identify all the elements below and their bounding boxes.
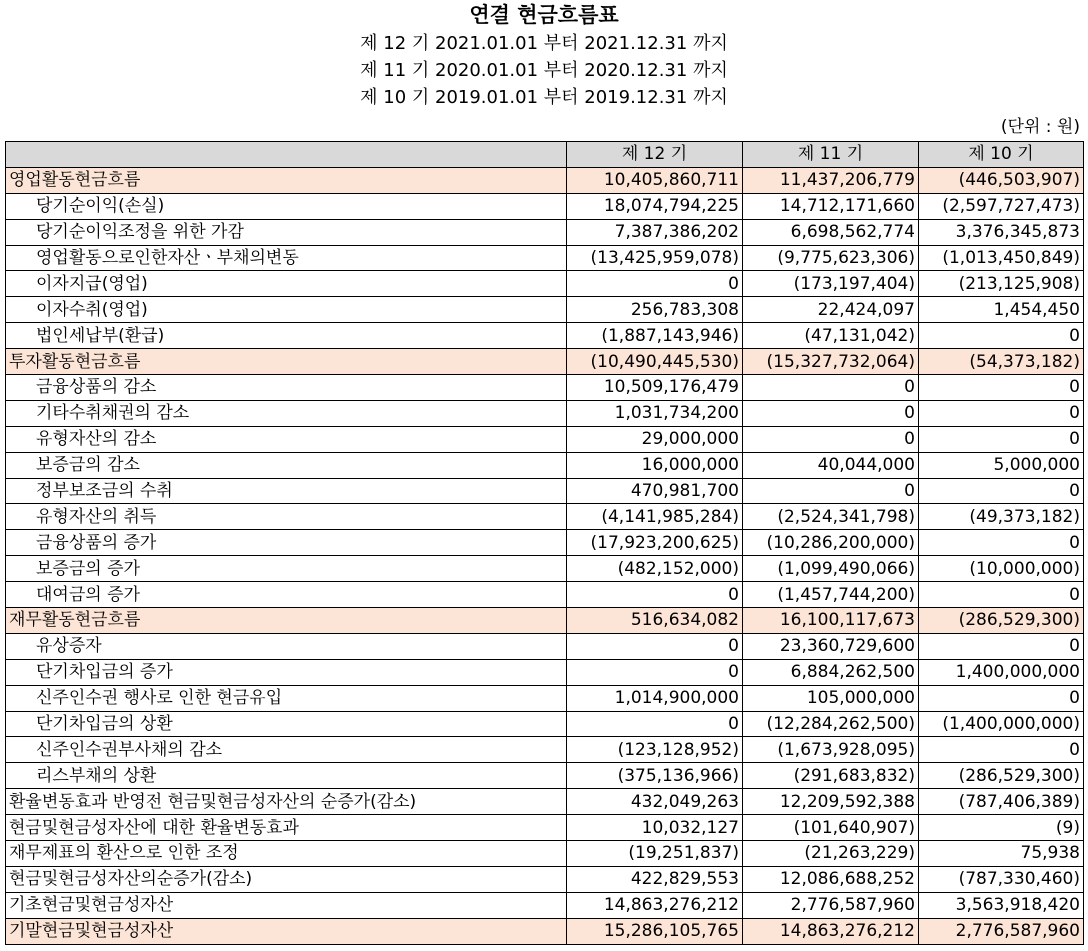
value-period-10: 0 bbox=[919, 737, 1084, 763]
period-line-12: 제 12 기 2021.01.01 부터 2021.12.31 까지 bbox=[360, 33, 728, 54]
table-row bbox=[6, 375, 1084, 401]
value-period-12: 29,000,000 bbox=[567, 426, 743, 452]
table-row bbox=[6, 841, 1084, 867]
row-label: 금융상품의 증가 bbox=[6, 530, 567, 556]
value-period-11: (101,640,907) bbox=[743, 815, 919, 841]
value-period-10: (787,406,389) bbox=[919, 789, 1084, 815]
value-period-10: (286,529,300) bbox=[919, 763, 1084, 789]
table-row bbox=[6, 452, 1084, 478]
row-label: 영업활동으로인한자산ㆍ부채의변동 bbox=[6, 245, 567, 271]
row-label: 보증금의 증가 bbox=[6, 556, 567, 582]
row-label: 현금및현금성자산에 대한 환율변동효과 bbox=[6, 815, 567, 841]
table-row bbox=[6, 633, 1084, 659]
row-label: 신주인수권 행사로 인한 현금유입 bbox=[6, 685, 567, 711]
value-period-10: 0 bbox=[919, 478, 1084, 504]
table-body bbox=[6, 167, 1084, 944]
value-period-11: (1,457,744,200) bbox=[743, 582, 919, 608]
value-period-11: (9,775,623,306) bbox=[743, 245, 919, 271]
value-period-11: 12,209,592,388 bbox=[743, 789, 919, 815]
value-period-11: 0 bbox=[743, 426, 919, 452]
row-label: 정부보조금의 수취 bbox=[6, 478, 567, 504]
value-period-12: 0 bbox=[567, 659, 743, 685]
value-period-12: 14,863,276,212 bbox=[567, 892, 743, 918]
value-period-11: (10,286,200,000) bbox=[743, 530, 919, 556]
value-period-11: (12,284,262,500) bbox=[743, 711, 919, 737]
table-row bbox=[6, 400, 1084, 426]
value-period-12: 10,032,127 bbox=[567, 815, 743, 841]
value-period-12: 470,981,700 bbox=[567, 478, 743, 504]
value-period-12: (482,152,000) bbox=[567, 556, 743, 582]
value-period-12: (10,490,445,530) bbox=[567, 349, 743, 375]
value-period-11: (21,263,229) bbox=[743, 841, 919, 867]
value-period-10: (213,125,908) bbox=[919, 271, 1084, 297]
value-period-12: 1,014,900,000 bbox=[567, 685, 743, 711]
row-label: 신주인수권부사채의 감소 bbox=[6, 737, 567, 763]
value-period-12: 15,286,105,765 bbox=[567, 918, 743, 944]
value-period-10: 2,776,587,960 bbox=[919, 918, 1084, 944]
value-period-10: (9) bbox=[919, 815, 1084, 841]
value-period-12: 256,783,308 bbox=[567, 297, 743, 323]
row-label: 보증금의 감소 bbox=[6, 452, 567, 478]
value-period-11: (15,327,732,064) bbox=[743, 349, 919, 375]
table-row bbox=[6, 763, 1084, 789]
row-label: 금융상품의 감소 bbox=[6, 375, 567, 401]
value-period-12: 16,000,000 bbox=[567, 452, 743, 478]
table-header-row bbox=[6, 142, 1084, 168]
value-period-11: 12,086,688,252 bbox=[743, 866, 919, 892]
table-row bbox=[6, 323, 1084, 349]
value-period-12: 18,074,794,225 bbox=[567, 193, 743, 219]
row-label: 이자수취(영업) bbox=[6, 297, 567, 323]
value-period-11: 6,884,262,500 bbox=[743, 659, 919, 685]
table-row bbox=[6, 659, 1084, 685]
table-row bbox=[6, 245, 1084, 271]
row-label: 현금및현금성자산의순증가(감소) bbox=[6, 866, 567, 892]
value-period-10: 3,563,918,420 bbox=[919, 892, 1084, 918]
table-row bbox=[6, 271, 1084, 297]
value-period-10: 0 bbox=[919, 685, 1084, 711]
value-period-10: 1,400,000,000 bbox=[919, 659, 1084, 685]
table-row bbox=[6, 556, 1084, 582]
row-label: 단기차입금의 증가 bbox=[6, 659, 567, 685]
value-period-12: 432,049,263 bbox=[567, 789, 743, 815]
value-period-10: (787,330,460) bbox=[919, 866, 1084, 892]
value-period-11: (173,197,404) bbox=[743, 271, 919, 297]
table-row bbox=[6, 219, 1084, 245]
value-period-11: (2,524,341,798) bbox=[743, 504, 919, 530]
value-period-10: (10,000,000) bbox=[919, 556, 1084, 582]
value-period-12: 0 bbox=[567, 582, 743, 608]
row-label: 유상증자 bbox=[6, 633, 567, 659]
row-label: 재무활동현금흐름 bbox=[6, 608, 567, 634]
row-label: 당기순이익(손실) bbox=[6, 193, 567, 219]
value-period-12: 0 bbox=[567, 711, 743, 737]
value-period-10: (446,503,907) bbox=[919, 167, 1084, 193]
value-period-10: 0 bbox=[919, 400, 1084, 426]
table-row bbox=[6, 582, 1084, 608]
value-period-12: (1,887,143,946) bbox=[567, 323, 743, 349]
value-period-11: 14,712,171,660 bbox=[743, 193, 919, 219]
value-period-10: 0 bbox=[919, 323, 1084, 349]
value-period-12: 422,829,553 bbox=[567, 866, 743, 892]
value-period-10: 5,000,000 bbox=[919, 452, 1084, 478]
row-label: 유형자산의 취득 bbox=[6, 504, 567, 530]
value-period-10: (1,400,000,000) bbox=[919, 711, 1084, 737]
table-row bbox=[6, 349, 1084, 375]
value-period-10: 3,376,345,873 bbox=[919, 219, 1084, 245]
value-period-11: (291,683,832) bbox=[743, 763, 919, 789]
value-period-10: 0 bbox=[919, 633, 1084, 659]
value-period-10: (54,373,182) bbox=[919, 349, 1084, 375]
table-row bbox=[6, 608, 1084, 634]
table-row bbox=[6, 193, 1084, 219]
table-row bbox=[6, 530, 1084, 556]
value-period-11: 0 bbox=[743, 478, 919, 504]
table-row bbox=[6, 866, 1084, 892]
value-period-10: 0 bbox=[919, 582, 1084, 608]
value-period-10: (1,013,450,849) bbox=[919, 245, 1084, 271]
value-period-12: 516,634,082 bbox=[567, 608, 743, 634]
unit-label: (단위 : 원) bbox=[1000, 117, 1080, 137]
value-period-11: 14,863,276,212 bbox=[743, 918, 919, 944]
table-row bbox=[6, 478, 1084, 504]
value-period-11: 16,100,117,673 bbox=[743, 608, 919, 634]
header-period-10: 제 10 기 bbox=[919, 142, 1084, 168]
value-period-12: (375,136,966) bbox=[567, 763, 743, 789]
report-title: 연결 현금흐름표 bbox=[469, 3, 619, 27]
row-label: 대여금의 증가 bbox=[6, 582, 567, 608]
value-period-10: (286,529,300) bbox=[919, 608, 1084, 634]
value-period-12: (4,141,985,284) bbox=[567, 504, 743, 530]
table-row bbox=[6, 711, 1084, 737]
row-label: 재무제표의 환산으로 인한 조정 bbox=[6, 841, 567, 867]
row-label: 법인세납부(환급) bbox=[6, 323, 567, 349]
value-period-10: 1,454,450 bbox=[919, 297, 1084, 323]
value-period-10: 75,938 bbox=[919, 841, 1084, 867]
table-row bbox=[6, 737, 1084, 763]
row-label: 투자활동현금흐름 bbox=[6, 349, 567, 375]
value-period-11: (1,099,490,066) bbox=[743, 556, 919, 582]
table-row bbox=[6, 504, 1084, 530]
value-period-12: (123,128,952) bbox=[567, 737, 743, 763]
value-period-12: (19,251,837) bbox=[567, 841, 743, 867]
value-period-11: (1,673,928,095) bbox=[743, 737, 919, 763]
row-label: 단기차입금의 상환 bbox=[6, 711, 567, 737]
period-line-11: 제 11 기 2020.01.01 부터 2020.12.31 까지 bbox=[360, 60, 728, 81]
table-row bbox=[6, 426, 1084, 452]
row-label: 유형자산의 감소 bbox=[6, 426, 567, 452]
row-label: 환율변동효과 반영전 현금및현금성자산의 순증가(감소) bbox=[6, 789, 567, 815]
value-period-11: 105,000,000 bbox=[743, 685, 919, 711]
value-period-12: 0 bbox=[567, 271, 743, 297]
value-period-10: 0 bbox=[919, 530, 1084, 556]
value-period-10: 0 bbox=[919, 375, 1084, 401]
table-row bbox=[6, 685, 1084, 711]
value-period-11: 23,360,729,600 bbox=[743, 633, 919, 659]
table-row bbox=[6, 815, 1084, 841]
value-period-10: (49,373,182) bbox=[919, 504, 1084, 530]
value-period-11: 0 bbox=[743, 400, 919, 426]
value-period-10: (2,597,727,473) bbox=[919, 193, 1084, 219]
value-period-11: 0 bbox=[743, 375, 919, 401]
value-period-12: (17,923,200,625) bbox=[567, 530, 743, 556]
value-period-10: 0 bbox=[919, 426, 1084, 452]
value-period-11: (47,131,042) bbox=[743, 323, 919, 349]
header-period-11: 제 11 기 bbox=[743, 142, 919, 168]
value-period-12: 7,387,386,202 bbox=[567, 219, 743, 245]
table-row bbox=[6, 789, 1084, 815]
value-period-11: 22,424,097 bbox=[743, 297, 919, 323]
row-label: 당기순이익조정을 위한 가감 bbox=[6, 219, 567, 245]
period-line-10: 제 10 기 2019.01.01 부터 2019.12.31 까지 bbox=[360, 87, 728, 108]
row-label: 영업활동현금흐름 bbox=[6, 167, 567, 193]
row-label: 기말현금및현금성자산 bbox=[6, 918, 567, 944]
header-period-12: 제 12 기 bbox=[567, 142, 743, 168]
table-row bbox=[6, 167, 1084, 193]
value-period-12: 1,031,734,200 bbox=[567, 400, 743, 426]
value-period-11: 11,437,206,779 bbox=[743, 167, 919, 193]
table-row bbox=[6, 918, 1084, 944]
row-label: 기타수취채권의 감소 bbox=[6, 400, 567, 426]
cash-flow-table bbox=[5, 141, 1084, 945]
row-label: 기초현금및현금성자산 bbox=[6, 892, 567, 918]
value-period-11: 40,044,000 bbox=[743, 452, 919, 478]
row-label: 이자지급(영업) bbox=[6, 271, 567, 297]
table-row bbox=[6, 892, 1084, 918]
value-period-11: 2,776,587,960 bbox=[743, 892, 919, 918]
value-period-12: 10,405,860,711 bbox=[567, 167, 743, 193]
value-period-11: 6,698,562,774 bbox=[743, 219, 919, 245]
value-period-12: 0 bbox=[567, 633, 743, 659]
table-row bbox=[6, 297, 1084, 323]
header-blank-cell bbox=[6, 142, 567, 168]
value-period-12: (13,425,959,078) bbox=[567, 245, 743, 271]
row-label: 리스부채의 상환 bbox=[6, 763, 567, 789]
value-period-12: 10,509,176,479 bbox=[567, 375, 743, 401]
